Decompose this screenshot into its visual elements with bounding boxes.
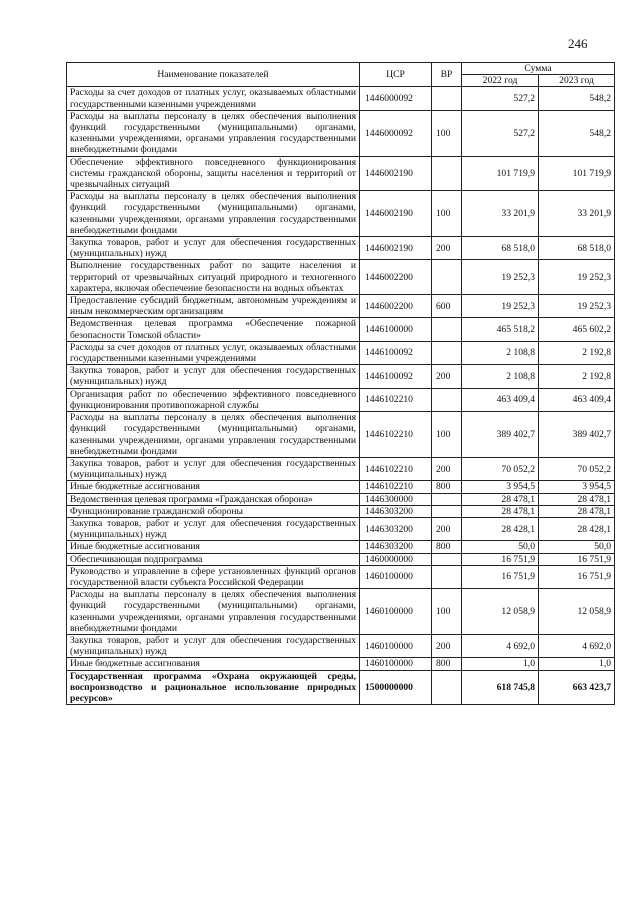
table-row: [67, 260, 615, 295]
row-name: Расходы за счет доходов от платных услуг, оказываемых областными государственными казенными учреждениями: [67, 87, 360, 110]
row-vr-code: 100: [432, 412, 462, 458]
row-sum-2022: 2 108,8: [462, 341, 539, 364]
row-sum-2022: 68 518,0: [462, 237, 539, 260]
row-vr-code: 200: [432, 457, 462, 480]
header-year-2022: 2022 год: [462, 75, 539, 87]
row-sum-2023: 16 751,9: [539, 553, 615, 565]
row-csr-code: 1446102210: [360, 457, 432, 480]
row-name: Закупка товаров, работ и услуг для обеспечения государственных (муниципальных) нужд: [67, 634, 360, 657]
row-name: Иные бюджетные ассигнования: [67, 481, 360, 493]
row-name: Выполнение государственных работ по защите населения и территорий от чрезвычайных ситуаций природного и техногенного характера, включая обеспечение безопасности на водных объектах: [67, 260, 360, 295]
row-vr-code: [432, 493, 462, 505]
row-sum-2023: 70 052,2: [539, 457, 615, 480]
table-row: [67, 670, 615, 705]
row-sum-2022: 101 719,9: [462, 156, 539, 191]
row-sum-2023: 1,0: [539, 658, 615, 670]
row-csr-code: 1460100000: [360, 589, 432, 635]
page-number: 246: [568, 36, 588, 51]
row-sum-2022: 33 201,9: [462, 191, 539, 237]
table-row: [67, 87, 615, 110]
header-name: Наименование показателей: [67, 63, 360, 87]
row-csr-code: 1446300000: [360, 493, 432, 505]
row-name: Расходы на выплаты персоналу в целях обеспечения выполнения функций государственными (муниципальными) органами, казенными учреждениями, органами управления государственными внебюджетными фондами: [67, 589, 360, 635]
header-sum: Сумма: [462, 63, 615, 75]
row-sum-2022: 465 518,2: [462, 318, 539, 341]
table-row: [67, 237, 615, 260]
row-csr-code: 1460100000: [360, 658, 432, 670]
table-row: [67, 365, 615, 388]
row-sum-2023: 463 409,4: [539, 388, 615, 411]
table-row: [67, 505, 615, 517]
row-sum-2023: 663 423,7: [539, 670, 615, 705]
row-name: Предоставление субсидий бюджетным, автономным учреждениям и иным некоммерческим организациям: [67, 295, 360, 318]
table-row: [67, 295, 615, 318]
row-name: Иные бюджетные ассигнования: [67, 658, 360, 670]
row-sum-2022: 28 478,1: [462, 493, 539, 505]
table-row: [67, 156, 615, 191]
row-sum-2023: 548,2: [539, 87, 615, 110]
row-sum-2022: 527,2: [462, 87, 539, 110]
row-sum-2022: 463 409,4: [462, 388, 539, 411]
table-row: [67, 658, 615, 670]
row-sum-2022: 70 052,2: [462, 457, 539, 480]
row-csr-code: 1446002190: [360, 191, 432, 237]
row-csr-code: 1446000092: [360, 110, 432, 156]
header-year-2023: 2023 год: [539, 75, 615, 87]
row-csr-code: 1460000000: [360, 553, 432, 565]
row-sum-2023: 28 478,1: [539, 493, 615, 505]
row-vr-code: [432, 156, 462, 191]
row-sum-2022: 16 751,9: [462, 553, 539, 565]
row-vr-code: [432, 670, 462, 705]
row-csr-code: 1446002200: [360, 295, 432, 318]
row-vr-code: 200: [432, 634, 462, 657]
row-sum-2023: 28 428,1: [539, 517, 615, 540]
row-name: Ведомственная целевая программа «Обеспечение пожарной безопасности Томской области»: [67, 318, 360, 341]
row-name: Расходы на выплаты персоналу в целях обеспечения выполнения функций государственными (муниципальными) органами, казенными учреждениями, органами управления государственными внебюджетными фондами: [67, 110, 360, 156]
row-csr-code: 1446002190: [360, 237, 432, 260]
header-csr: ЦСР: [360, 63, 432, 87]
row-csr-code: 1446000092: [360, 87, 432, 110]
table-row: [67, 341, 615, 364]
row-csr-code: 1446100092: [360, 365, 432, 388]
row-vr-code: 200: [432, 365, 462, 388]
row-name: Обеспечивающая подпрограмма: [67, 553, 360, 565]
row-vr-code: 100: [432, 191, 462, 237]
row-csr-code: 1446002200: [360, 260, 432, 295]
row-csr-code: 1446303200: [360, 541, 432, 553]
row-csr-code: 1460100000: [360, 565, 432, 588]
table-row: [67, 493, 615, 505]
row-sum-2023: 12 058,9: [539, 589, 615, 635]
row-sum-2023: 19 252,3: [539, 295, 615, 318]
row-sum-2023: 50,0: [539, 541, 615, 553]
row-sum-2022: 50,0: [462, 541, 539, 553]
table-row: [67, 589, 615, 635]
row-csr-code: 1446002190: [360, 156, 432, 191]
row-csr-code: 1446102210: [360, 412, 432, 458]
table-row: [67, 481, 615, 493]
row-csr-code: 1446102210: [360, 388, 432, 411]
row-sum-2023: 4 692,0: [539, 634, 615, 657]
row-vr-code: 800: [432, 481, 462, 493]
row-name: Закупка товаров, работ и услуг для обеспечения государственных (муниципальных) нужд: [67, 237, 360, 260]
row-vr-code: [432, 87, 462, 110]
row-csr-code: 1446100000: [360, 318, 432, 341]
row-sum-2023: 33 201,9: [539, 191, 615, 237]
row-csr-code: 1500000000: [360, 670, 432, 705]
row-name: Расходы на выплаты персоналу в целях обеспечения выполнения функций государственными (муниципальными) органами, казенными учреждениями, органами управления государственными внебюджетными фондами: [67, 412, 360, 458]
row-sum-2022: 28 478,1: [462, 505, 539, 517]
budget-table: [66, 62, 615, 705]
row-csr-code: 1460100000: [360, 634, 432, 657]
table-row: [67, 634, 615, 657]
table-row: [67, 517, 615, 540]
row-sum-2022: 389 402,7: [462, 412, 539, 458]
row-vr-code: [432, 553, 462, 565]
row-name: Организация работ по обеспечению эффективного повседневного функционирования противопожарной службы: [67, 388, 360, 411]
row-sum-2022: 2 108,8: [462, 365, 539, 388]
row-vr-code: 100: [432, 110, 462, 156]
row-sum-2022: 618 745,8: [462, 670, 539, 705]
row-name: Иные бюджетные ассигнования: [67, 541, 360, 553]
row-vr-code: [432, 260, 462, 295]
row-sum-2022: 3 954,5: [462, 481, 539, 493]
table-row: [67, 457, 615, 480]
row-name: Расходы за счет доходов от платных услуг, оказываемых областными государственными казенными учреждениями: [67, 341, 360, 364]
row-vr-code: 200: [432, 237, 462, 260]
row-sum-2022: 28 428,1: [462, 517, 539, 540]
row-sum-2022: 1,0: [462, 658, 539, 670]
row-sum-2023: 3 954,5: [539, 481, 615, 493]
table-row: [67, 318, 615, 341]
row-name: Функционирование гражданской обороны: [67, 505, 360, 517]
row-sum-2022: 12 058,9: [462, 589, 539, 635]
row-vr-code: [432, 565, 462, 588]
table-row: [67, 412, 615, 458]
row-vr-code: 800: [432, 658, 462, 670]
row-vr-code: 100: [432, 589, 462, 635]
row-sum-2022: 16 751,9: [462, 565, 539, 588]
table-row: [67, 388, 615, 411]
row-csr-code: 1446303200: [360, 505, 432, 517]
row-sum-2023: 28 478,1: [539, 505, 615, 517]
row-csr-code: 1446100092: [360, 341, 432, 364]
table-row: [67, 553, 615, 565]
row-name: Руководство и управление в сфере установленных функций органов государственной власти субъекта Российской Федерации: [67, 565, 360, 588]
row-sum-2023: 389 402,7: [539, 412, 615, 458]
row-sum-2023: 2 192,8: [539, 365, 615, 388]
row-name: Закупка товаров, работ и услуг для обеспечения государственных (муниципальных) нужд: [67, 457, 360, 480]
row-vr-code: [432, 505, 462, 517]
table-row: [67, 565, 615, 588]
table-row: [67, 541, 615, 553]
row-sum-2023: 19 252,3: [539, 260, 615, 295]
row-name: Расходы на выплаты персоналу в целях обеспечения выполнения функций государственными (муниципальными) органами, казенными учреждениями, органами управления государственными внебюджетными фондами: [67, 191, 360, 237]
row-vr-code: [432, 341, 462, 364]
row-name: Закупка товаров, работ и услуг для обеспечения государственных (муниципальных) нужд: [67, 365, 360, 388]
row-csr-code: 1446303200: [360, 517, 432, 540]
row-sum-2022: 19 252,3: [462, 295, 539, 318]
row-vr-code: 600: [432, 295, 462, 318]
row-name: Закупка товаров, работ и услуг для обеспечения государственных (муниципальных) нужд: [67, 517, 360, 540]
row-sum-2022: 4 692,0: [462, 634, 539, 657]
row-vr-code: 800: [432, 541, 462, 553]
header-vr: ВР: [432, 63, 462, 87]
row-sum-2023: 16 751,9: [539, 565, 615, 588]
row-sum-2023: 548,2: [539, 110, 615, 156]
table-row: [67, 191, 615, 237]
table-row: [67, 110, 615, 156]
row-name: Государственная программа «Охрана окружающей среды, воспроизводство и рациональное использование природных ресурсов»: [67, 670, 360, 705]
row-name: Обеспечение эффективного повседневного функционирования системы гражданской обороны, защиты населения и территорий от чрезвычайных ситуаций: [67, 156, 360, 191]
row-sum-2023: 68 518,0: [539, 237, 615, 260]
row-vr-code: [432, 388, 462, 411]
row-sum-2022: 527,2: [462, 110, 539, 156]
row-vr-code: [432, 318, 462, 341]
row-csr-code: 1446102210: [360, 481, 432, 493]
row-name: Ведомственная целевая программа «Гражданская оборона»: [67, 493, 360, 505]
row-sum-2022: 19 252,3: [462, 260, 539, 295]
row-vr-code: 200: [432, 517, 462, 540]
row-sum-2023: 101 719,9: [539, 156, 615, 191]
row-sum-2023: 465 602,2: [539, 318, 615, 341]
row-sum-2023: 2 192,8: [539, 341, 615, 364]
